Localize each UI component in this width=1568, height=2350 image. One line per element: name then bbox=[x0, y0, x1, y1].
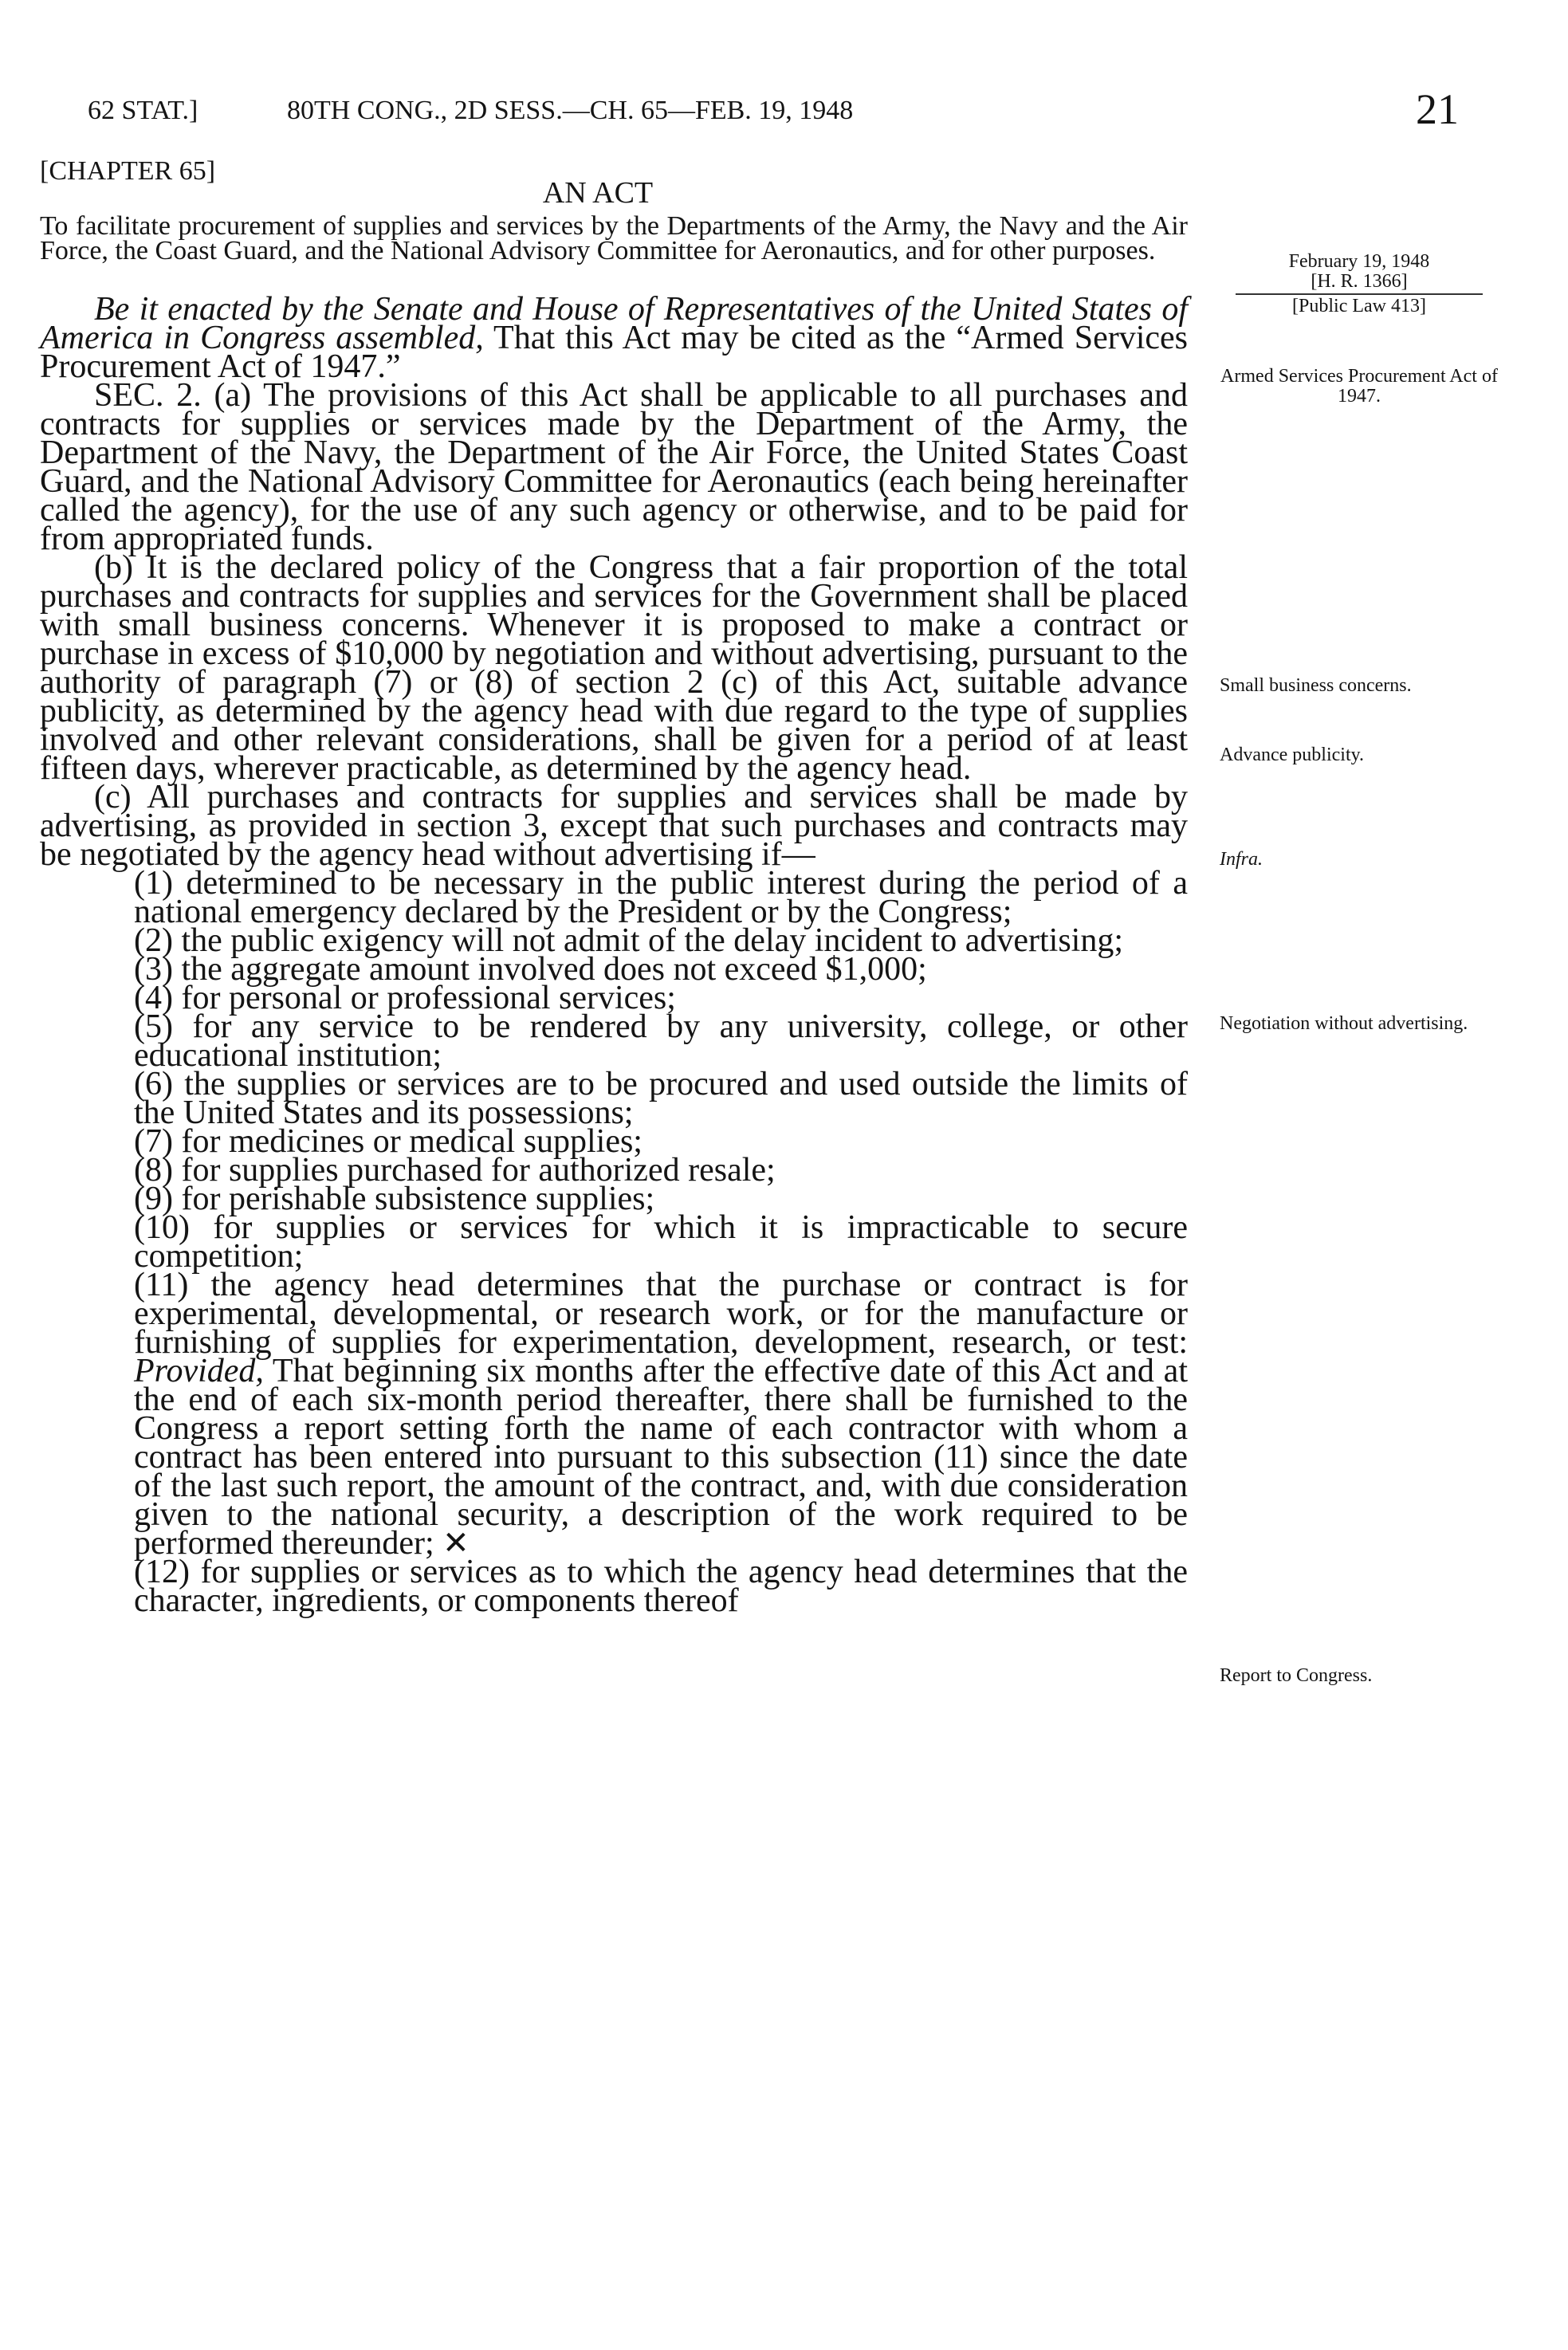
purpose-paragraph: To facilitate procurement of supplies and services by the Departments of the Army, the Navy and the Air Force, the Coast Guard, and the National Advisory Committee for Aeronautics, and for other purposes. bbox=[40, 211, 1188, 265]
negotiation-margin-note: Negotiation without advertising. bbox=[1220, 1013, 1468, 1034]
list-item: (3) the aggregate amount involved does not exceed $1,000; bbox=[134, 951, 927, 988]
advance-publicity-margin-note: Advance publicity. bbox=[1220, 745, 1365, 765]
short-title-text: That this Act may be cited as the “Armed Services Procurement Act of 1947.” bbox=[40, 320, 1188, 385]
enacting-paragraph bbox=[40, 291, 1188, 385]
exception-list bbox=[40, 865, 1188, 1619]
stat-reference: 62 STAT.] bbox=[88, 96, 198, 125]
act-body bbox=[40, 206, 1189, 1619]
small-business-margin-note: Small business concerns. bbox=[1220, 675, 1412, 696]
section-2-c: (c) All purchases and contracts for supplies and services shall be made by advertising, as provided in section 3, except that such purchases and contracts may be negotiated by the agency head without advertising if— bbox=[40, 779, 1188, 873]
list-item: (4) for personal or professional services; bbox=[134, 980, 676, 1016]
list-item: (1) determined to be necessary in the public interest during the period of a national emergency declared by the President or by the Congress; bbox=[134, 865, 1188, 930]
section-2-b: (b) It is the declared policy of the Congress that a fair proportion of the total purchases and contracts for supplies and services for the Government shall be placed with small business concerns. Whenever it is proposed to make a contract or purchase in excess of $10,000 by negotiation and without advertising, pursuant to the authority of paragraph (7) or (8) of section 2 (c) of this Act, suitable advance publicity, as determined by the agency head with due regard to the type of supplies involved and other relevant considerations, shall be given for a period of at least fifteen days, wherever practicable, as determined by the agency head. bbox=[40, 549, 1188, 787]
list-item: (2) the public exigency will not admit of the delay incident to advertising; bbox=[134, 922, 1124, 959]
report-margin-note: Report to Congress. bbox=[1220, 1665, 1373, 1686]
annotation-cross-mark: ✕ bbox=[442, 1525, 470, 1561]
list-item: (8) for supplies purchased for authorized resale; bbox=[134, 1152, 776, 1189]
item-11-rest: That beginning six months after the effective date of this Act and at the end of each six-month period thereafter, there shall be furnished to the Congress a report setting forth the name of each contractor with whom a contract has been entered into pursuant to this subsection (11) since the date of the last such report, the amount of the contract, and, with due consideration given to the national security, a description of the work required to be performed thereunder; bbox=[134, 1353, 1188, 1562]
list-item: (9) for perishable subsistence supplies; bbox=[134, 1181, 655, 1217]
enactment-date: February 19, 1948 bbox=[1288, 251, 1430, 272]
provided-keyword: Provided, bbox=[134, 1353, 264, 1389]
public-law-number: [Public Law 413] bbox=[1292, 296, 1426, 316]
list-item: (6) the supplies or services are to be procured and used outside the limits of the United States and its possessions; bbox=[134, 1066, 1188, 1131]
enacting-clause: Be it enacted by the Senate and House of Representatives of the United States of America in Congress assembled, bbox=[40, 291, 1188, 356]
section-2-a bbox=[40, 377, 1189, 557]
list-item: (10) for supplies or services for which it is impracticable to secure competition; bbox=[134, 1209, 1188, 1275]
list-item-11 bbox=[134, 1267, 1188, 1562]
short-title-margin-note: Armed Services Procurement Act of 1947. bbox=[1220, 366, 1498, 407]
section-label: SEC. 2. bbox=[94, 377, 202, 414]
act-title: AN ACT bbox=[542, 176, 654, 210]
list-item-12: (12) for supplies or services as to which the agency head determines that the character, ingredients, or components thereof bbox=[134, 1554, 1188, 1619]
chapter-heading: [CHAPTER 65] bbox=[40, 156, 216, 186]
margin-notes bbox=[1220, 0, 1499, 2350]
section-2-a-text: (a) The provisions of this Act shall be applicable to all purchases and contracts for supplies or services made by the Department of the Army, the Department of the Navy, the Department of the Air Force, the United States Coast Guard, and the National Advisory Committee for Aeronautics (each being hereinafter called the agency), for the use of any such agency or otherwise, and to be paid for from appropriated funds. bbox=[40, 377, 1189, 557]
divider bbox=[1236, 293, 1483, 295]
list-item: (5) for any service to be rendered by any university, college, or other educational institution; bbox=[134, 1008, 1188, 1074]
list-item: (7) for medicines or medical supplies; bbox=[134, 1123, 643, 1160]
page-number: 21 bbox=[1416, 85, 1459, 133]
infra-margin-note: Infra. bbox=[1220, 849, 1263, 870]
item-11-start: (11) the agency head determines that the purchase or contract is for experimental, developmental, or research work, or for the manufacture or furnishing of supplies for experimentation, development, research, or test: bbox=[134, 1267, 1188, 1361]
congress-session-line: 80TH CONG., 2D SESS.—CH. 65—FEB. 19, 1948 bbox=[287, 96, 854, 125]
bill-number: [H. R. 1366] bbox=[1311, 271, 1408, 292]
enactment-info bbox=[1220, 252, 1499, 316]
